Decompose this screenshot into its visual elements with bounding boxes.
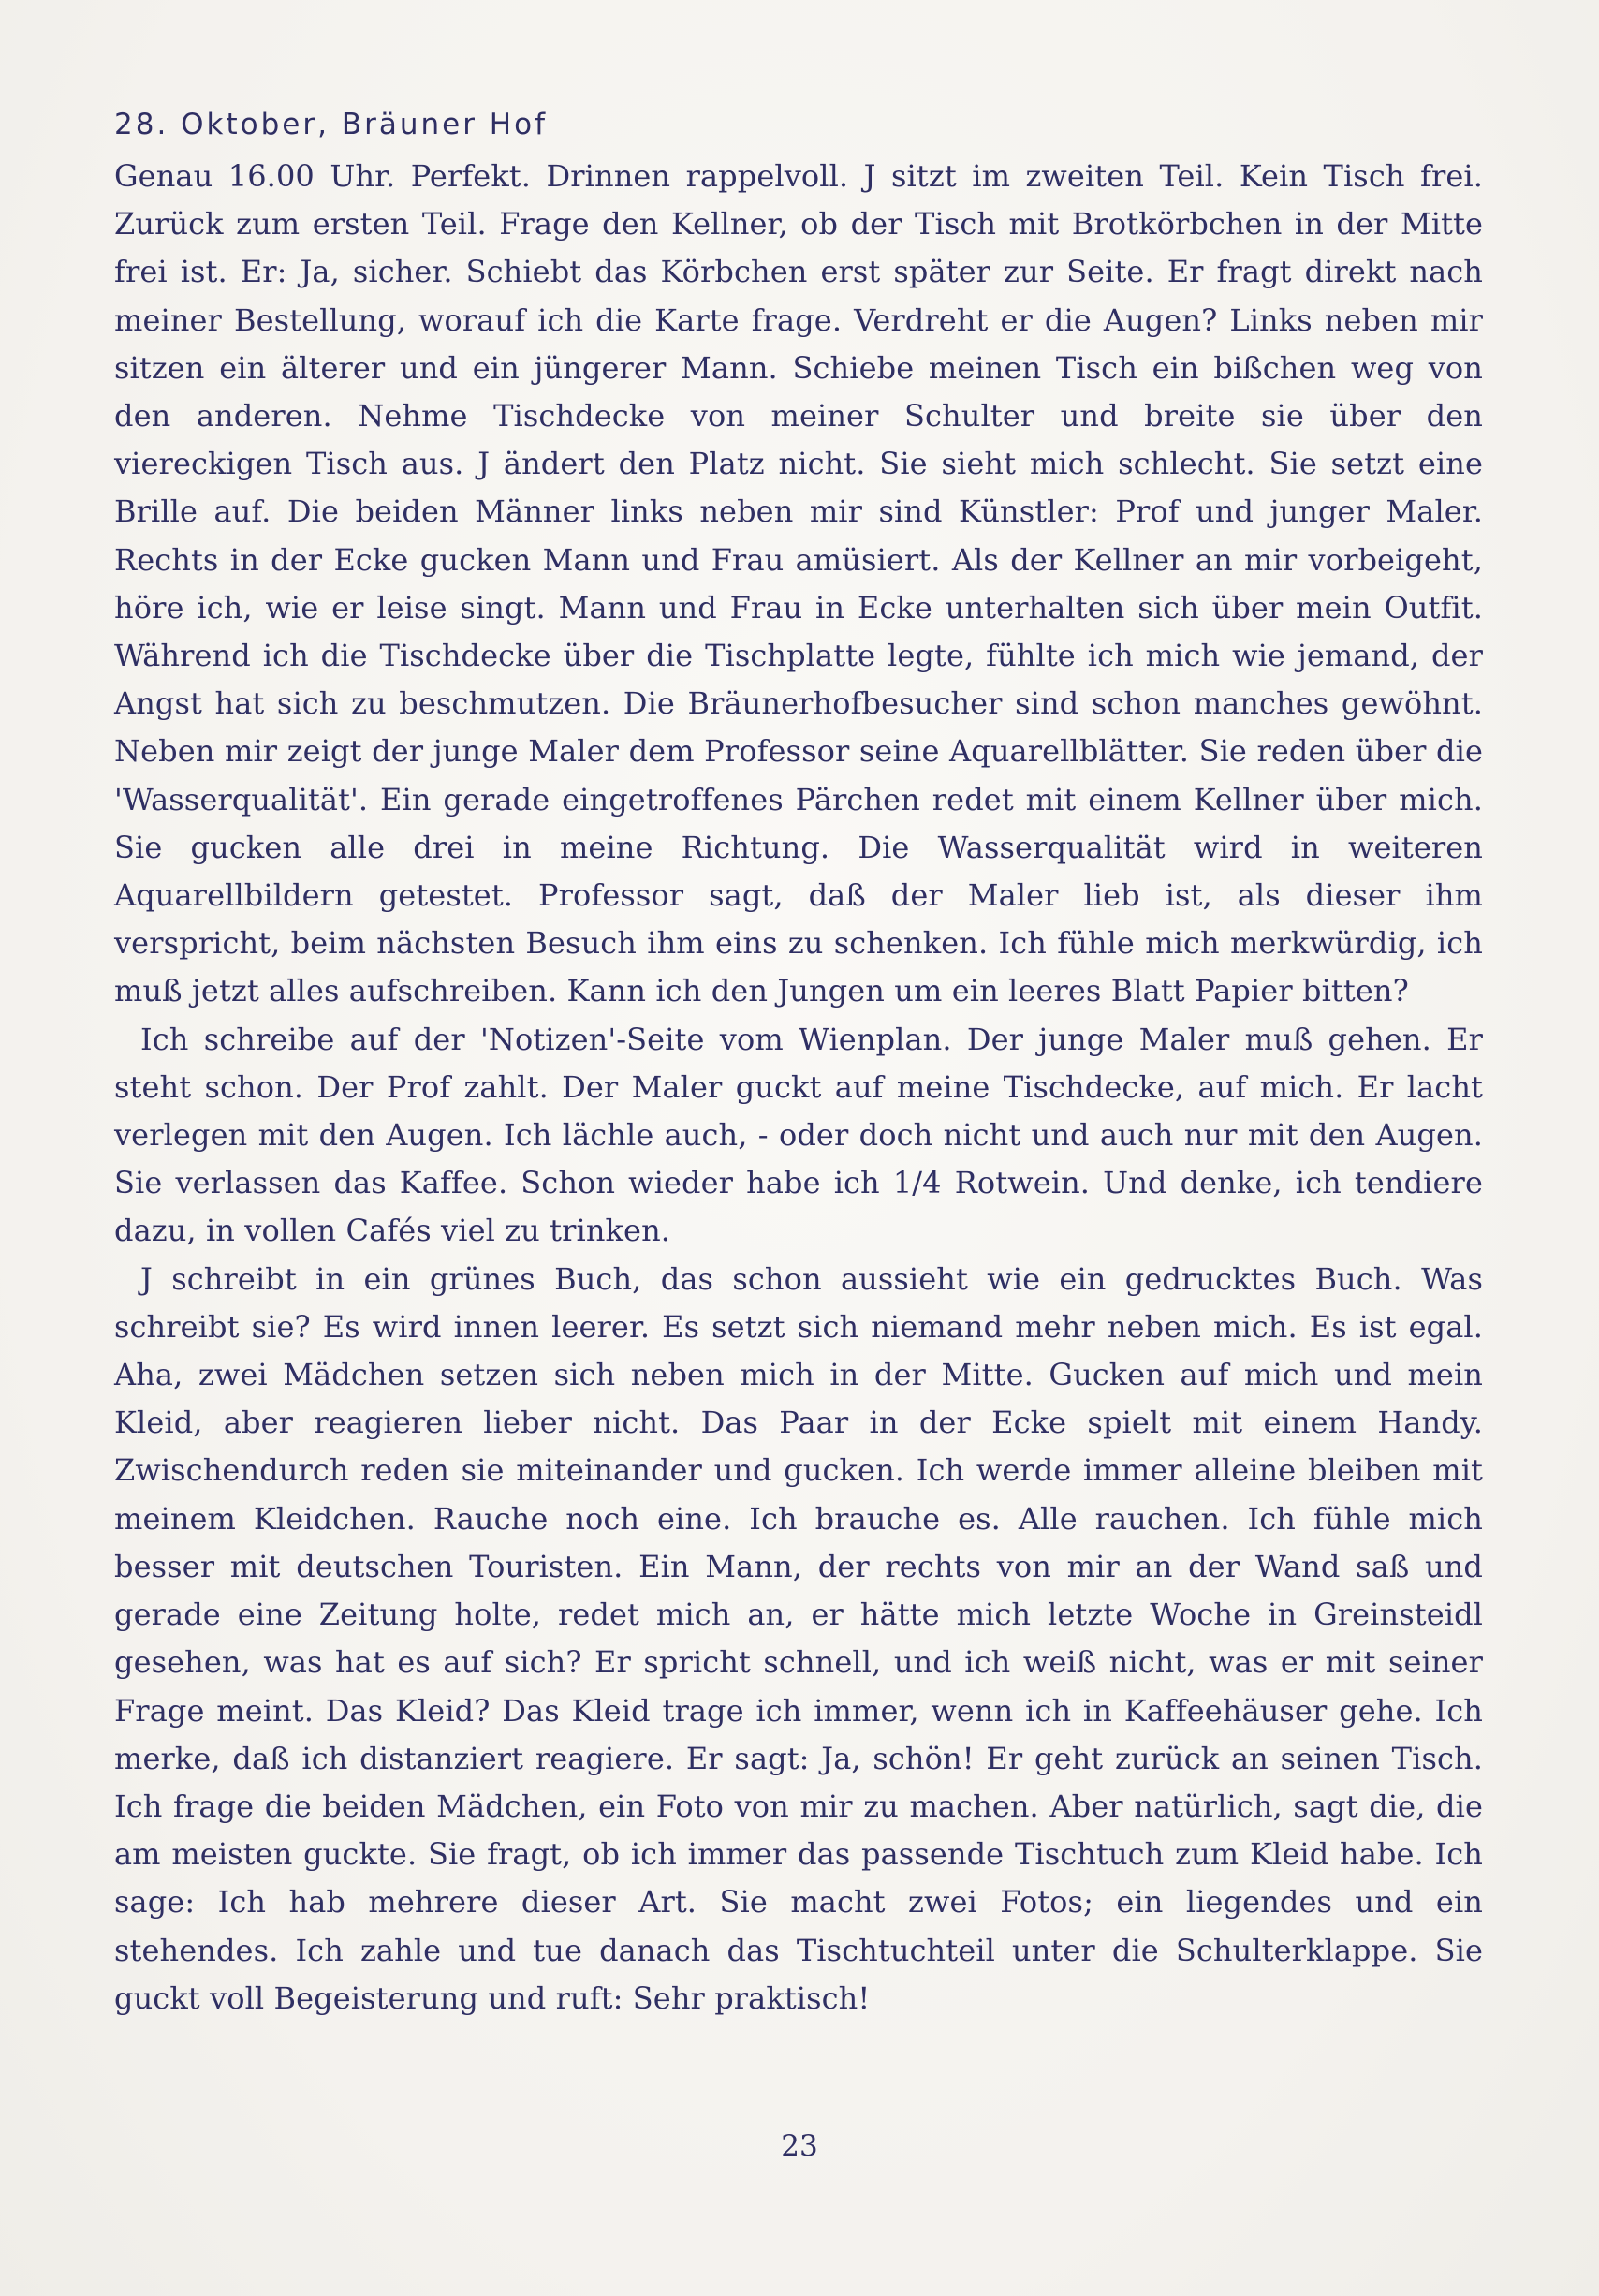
diary-text: [114, 101, 1483, 2023]
paragraph-1: Genau 16.00 Uhr. Perfekt. Drinnen rappelvoll. J sitzt im zweiten Teil. Kein Tisch frei. Zurück zum ersten Teil. Frage den Kellner, ob der Tisch mit Brotkörbchen in der Mitte frei ist. Er: Ja, sicher. Schiebt das Körbchen erst später zur Seite. Er fragt direkt nach meiner Bestellung, worauf ich die Karte frage. Verdreht er die Augen? Links neben mir sitzen ein älterer und ein jüngerer Mann. Schiebe meinen Tisch ein bißchen weg von den anderen. Nehme Tischdecke von meiner Schulter und breite sie über den viereckigen Tisch aus. J ändert den Platz nicht. Sie sieht mich schlecht. Sie setzt eine Brille auf. Die beiden Männer links neben mir sind Künstler: Prof und junger Maler. Rechts in der Ecke gucken Mann und Frau amüsiert. Als der Kellner an mir vorbeigeht, höre ich, wie er leise singt. Mann und Frau in Ecke unterhalten sich über mein Outfit. Während ich die Tischdecke über die Tischplatte legte, fühlte ich mich wie jemand, der Angst hat sich zu beschmutzen. Die Bräunerhofbesucher sind schon manches gewöhnt. Neben mir zeigt der junge Maler dem Professor seine Aquarellblätter. Sie reden über die 'Wasserqualität'. Ein gerade eingetroffenes Pärchen redet mit einem Kellner über mich. Sie gucken alle drei in meine Richtung. Die Wasserqualität wird in weiteren Aquarellbildern getestet. Professor sagt, daß der Maler lieb ist, als dieser ihm verspricht, beim nächsten Besuch ihm eins zu schenken. Ich fühle mich merkwürdig, ich muß jetzt alles aufschreiben. Kann ich den Jungen um ein leeres Blatt Papier bitten?: [114, 158, 1483, 1009]
paragraph-2: Ich schreibe auf der 'Notizen'-Seite vom Wienplan. Der junge Maler muß gehen. Er steht schon. Der Prof zahlt. Der Maler guckt auf meine Tischdecke, auf mich. Er lacht verlegen mit den Augen. Ich lächle auch, - oder doch nicht und auch nur mit den Augen. Sie verlassen das Kaffee. Schon wieder habe ich 1/4 Rotwein. Und denke, ich tendiere dazu, in vollen Cafés viel zu trinken.: [114, 1021, 1483, 1249]
page-number: 23: [781, 2129, 818, 2163]
entry-heading: 28. Oktober, Bräuner Hof: [114, 108, 548, 141]
paragraph-3: J schreibt in ein grünes Buch, das schon aussieht wie ein gedrucktes Buch. Was schreibt sie? Es wird innen leerer. Es setzt sich niemand mehr neben mich. Es ist egal. Aha, zwei Mädchen setzen sich neben mich in der Mitte. Gucken auf mich und mein Kleid, aber reagieren lieber nicht. Das Paar in der Ecke spielt mit einem Handy. Zwischendurch reden sie miteinander und gucken. Ich werde immer alleine bleiben mit meinem Kleidchen. Rauche noch eine. Ich brauche es. Alle rauchen. Ich fühle mich besser mit deutschen Touristen. Ein Mann, der rechts von mir an der Wand saß und gerade eine Zeitung holte, redet mich an, er hätte mich letzte Woche in Greinsteidl gesehen, was hat es auf sich? Er spricht schnell, und ich weiß nicht, was er mit seiner Frage meint. Das Kleid? Das Kleid trage ich immer, wenn ich in Kaffeehäuser gehe. Ich merke, daß ich distanziert reagiere. Er sagt: Ja, schön! Er geht zurück an seinen Tisch. Ich frage die beiden Mädchen, ein Foto von mir zu machen. Aber natürlich, sagt die, die am meisten guckte. Sie fragt, ob ich immer das passende Tischtuch zum Kleid habe. Ich sage: Ich hab mehrere dieser Art. Sie macht zwei Fotos; ein liegendes und ein stehendes. Ich zahle und tue danach das Tischtuchteil unter die Schulterklappe. Sie guckt voll Begeisterung und ruft: Sehr praktisch!: [114, 1260, 1483, 2016]
